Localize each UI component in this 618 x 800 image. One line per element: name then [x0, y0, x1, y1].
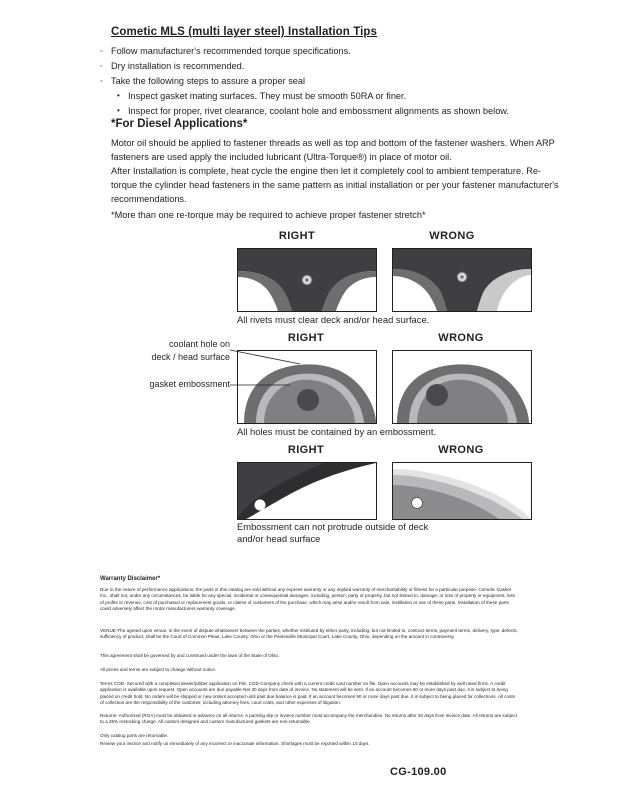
figure-1-wrong-image	[392, 248, 532, 312]
list-item-text: Inspect gasket mating surfaces. They must be smooth 50RA or finer.	[128, 91, 407, 101]
callout-coolant-hole: coolant hole on deck / head surface	[151, 339, 230, 362]
figure-2-right-label: RIGHT	[287, 332, 325, 344]
list-item-text: Dry installation is recommended.	[111, 61, 245, 71]
page-title: Cometic MLS (multi layer steel) Installation Tips	[111, 26, 378, 38]
diesel-paragraph-1: Motor oil should be applied to fastener threads as well as top and bottom of the fastener washers. When ARP fasteners are used apply the included lubricant (Ultra-Torque®) in place of motor oil.	[111, 138, 555, 163]
tips-list	[100, 44, 570, 118]
warranty-paragraph-5: Terms COD- Secured with a completed dealer/jobber application on File, COD-Company check with a current credit card number on file. Open accounts may be established by well rated firms. A credit application is available upon request. Open accounts are due payable Net 30 days from date of invoice. No statement will be sent. If an account becomes 60 or more days past due, it is subject to being placed on credit hold. No orders will be shipped or new orders accepted until past due balance is paid. If an account becomes 90 or more days past due, it is subject to being placed for collections. All costs of collection are the responsibility of the customer, including attorney fees, court costs, and other expenses of litigation.	[100, 681, 515, 705]
diesel-paragraph-2: After Installation is complete, heat cycle the engine then let it completely cool to ambient temperature. Re-torque the cylinder head fasteners in the same pattern as initial installation or per your fastener manufacturer's recommendations.	[111, 166, 559, 205]
figure-3-right-label: RIGHT	[287, 444, 325, 456]
warranty-paragraph-7: Only catalog parts are returnable.	[100, 733, 169, 738]
figure-3-caption-line1: Embossment can not protrude outside of deck and/or head surface	[237, 521, 429, 544]
warranty-paragraph-4: All prices and terms are subject to change without notice.	[100, 667, 217, 672]
figure-1-wrong-label: WRONG	[429, 230, 475, 242]
figure-1-caption: All rivets must clear deck and/or head surface.	[237, 314, 430, 325]
figure-1-right-label: RIGHT	[278, 230, 316, 242]
bullet-dot-icon: •	[117, 105, 120, 115]
figure-2-caption: All holes must be contained by an embossment.	[237, 426, 437, 437]
list-item	[100, 44, 570, 59]
document-number: CG-109.00	[390, 766, 447, 778]
warranty-paragraph-1: Due to the nature of performance applications, the parts in this catalog are sold without any express warranty or any implied warranty of merchantability or fitness for a particular purpose. Cometic Gasket Inc., shall not, under any circumstances, be liable for any special, incidental or consequential damages, including, person, party or property, but not limited to, damage, or loss of property or equipment, loss of profits or revenue, cost of purchased or replacement goods, or claims of customers of the purchase, which may arise and/or result from sale, instillation or use of these parts. Installation of these parts could adversely affect the motor manufacturers warranty coverage.	[100, 587, 516, 611]
figure-2-wrong-label: WRONG	[438, 332, 484, 344]
figure-3-wrong-image	[392, 462, 532, 520]
list-item	[117, 89, 570, 104]
callout-leader-lines	[228, 340, 388, 410]
list-item	[100, 59, 570, 74]
bullet-circle-icon: ◦	[100, 78, 103, 85]
warranty-paragraph-8: Review your invoice and notify us immediately of any incorrect or inaccurate information. Shortages must be reported within 10 days.	[100, 741, 370, 746]
diesel-paragraph-3: *More than one re-torque may be required to achieve proper fastener stretch*	[111, 210, 426, 220]
bullet-circle-icon: ◦	[100, 63, 103, 70]
warranty-paragraph-2: VENUE-The agreed upon venue, in the event of dispute whatsoever between the parties, whether instituted by either party, including, but not limited to, contract terms, payment terms, delivery, type, defects, sufficiency of product, shall be the Court of Common Pleas, Lake County, Ohio or the Painesville Municipal Court, Lake County, Ohio, depending on the amount in controversy.	[100, 628, 518, 640]
bullet-dot-icon: •	[117, 91, 120, 100]
list-item-text: Take the following steps to assure a proper seal	[111, 76, 306, 86]
list-item-text: Follow manufacturer's recommended torque specifications.	[111, 46, 351, 56]
bullet-circle-icon: ◦	[100, 48, 103, 55]
list-item	[100, 74, 570, 89]
callout-gasket-embossment: gasket embossment	[149, 379, 230, 389]
figure-3-right-image	[237, 462, 377, 520]
warranty-title: Warranty Disclaimer*	[100, 576, 161, 582]
figure-1-right-image	[237, 248, 377, 312]
list-item-text: Inspect for proper, rivet clearance, coolant hole and embossment alignments as shown below.	[128, 105, 509, 116]
list-item	[117, 104, 570, 119]
figure-2-wrong-image	[392, 350, 532, 424]
figure-3-caption	[237, 521, 567, 545]
diesel-heading: *For Diesel Applications*	[111, 118, 248, 130]
warranty-paragraph-6: Returns- Authorized (RGA) must be obtained in advance on all returns. A packing slip or invoice number must accompany the merchandise. No returns after 30 days from invoice date. All returns are subject to a 25% restocking charge. All custom designed and custom manufactured gaskets are non-returnable.	[100, 713, 517, 725]
figure-3-wrong-label: WRONG	[438, 444, 484, 456]
warranty-paragraph-3: This agreement shall be governed by and construed under the laws of the State of Ohio.	[100, 653, 280, 658]
